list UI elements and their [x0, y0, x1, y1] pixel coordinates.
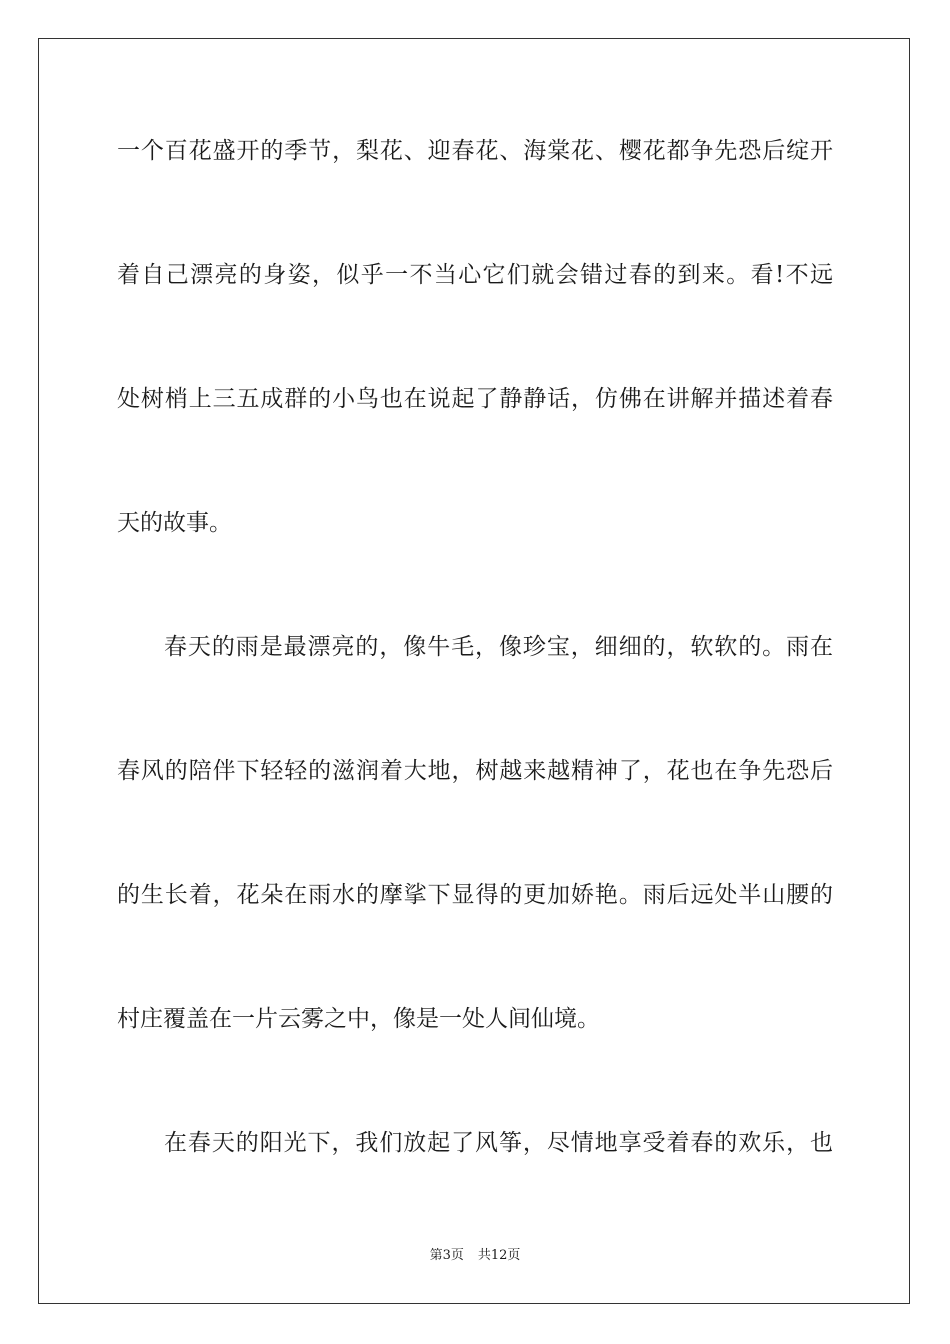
page-total: 共12页 [477, 1248, 521, 1263]
text-line: 天的故事。 [117, 510, 232, 536]
text-line: 的生长着，花朵在雨水的摩挲下显得的更加娇艳。雨后远处半山腰的 [117, 882, 833, 908]
page-footer [0, 1246, 950, 1266]
text-line: 春风的陪伴下轻轻的滋润着大地，树越来越精神了，花也在争先恐后 [117, 758, 833, 784]
text-line: 在春天的阳光下，我们放起了风筝，尽情地享受着春的欢乐，也 [164, 1130, 833, 1156]
text-line: 村庄覆盖在一片云雾之中，像是一处人间仙境。 [117, 1006, 600, 1032]
text-line: 处树梢上三五成群的小鸟也在说起了静静话，仿佛在讲解并描述着春 [117, 386, 833, 412]
text-line: 一个百花盛开的季节，梨花、迎春花、海棠花、樱花都争先恐后绽开 [117, 138, 833, 164]
text-line: 春天的雨是最漂亮的，像牛毛，像珍宝，细细的，软软的。雨在 [164, 634, 833, 660]
page-border [38, 38, 910, 1304]
page-number: 第3页 [429, 1248, 464, 1263]
text-line: 着自己漂亮的身姿，似乎一不当心它们就会错过春的到来。看!不远 [117, 262, 833, 288]
